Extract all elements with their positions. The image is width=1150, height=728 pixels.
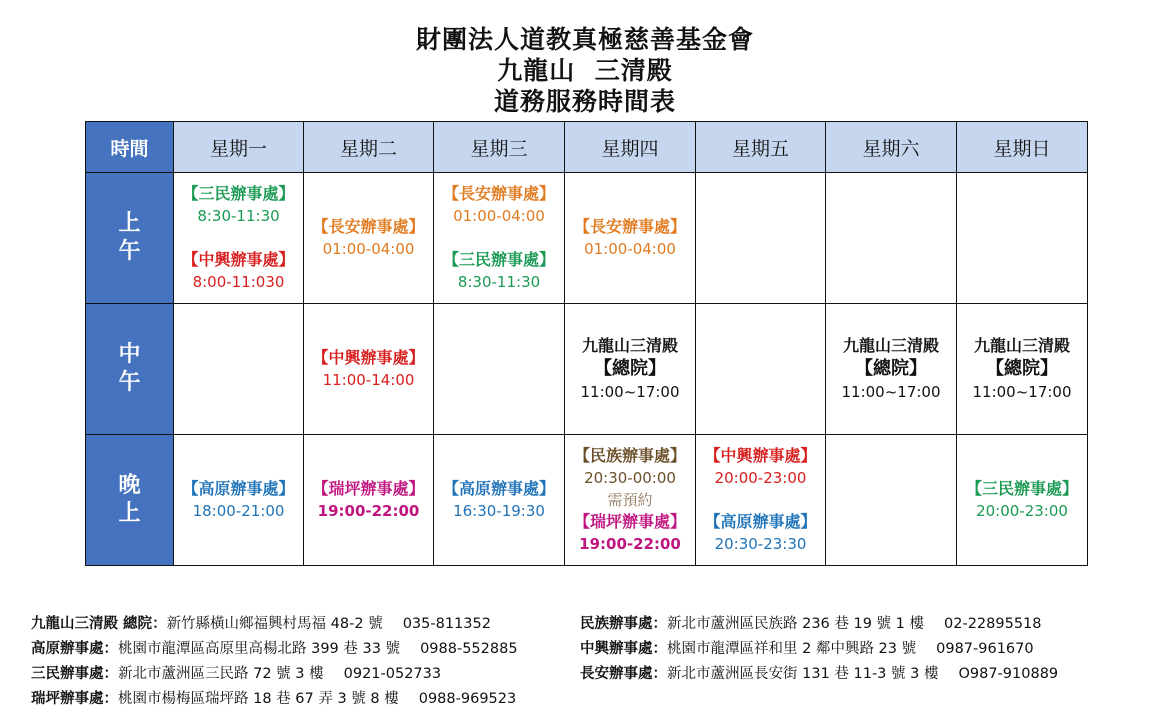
office-label: 中興辦事處 <box>580 641 653 657</box>
service-time: 19:00-22:00 <box>579 535 681 553</box>
service-time: 11:00~17:00 <box>580 383 680 401</box>
contact-line <box>580 662 1058 687</box>
contact-line <box>580 612 1058 637</box>
office-name: 【中興辦事處】 <box>704 446 817 465</box>
schedule-cell <box>696 173 826 304</box>
office-label: 高原辦事處 <box>31 641 104 657</box>
office-label: 長安辦事處 <box>580 666 653 682</box>
schedule-cell <box>434 173 565 304</box>
row-label: 中 午 <box>86 304 174 435</box>
hq-name: 九龍山三清殿 <box>842 336 939 355</box>
office-address: 新北市蘆洲區民族路 236 巷 19 號 1 樓 <box>667 616 925 632</box>
hq-tag: 【總院】 <box>594 358 666 379</box>
schedule-cell <box>696 435 826 566</box>
schedule-cell <box>826 173 957 304</box>
day-header: 星期五 <box>696 122 826 173</box>
service-time: 20:30-00:00 <box>584 469 676 487</box>
office-address: 新北市蘆洲區三民路 72 號 3 樓 <box>118 666 324 682</box>
office-label: 三民辦事處 <box>31 666 104 682</box>
service-time: 01:00-04:00 <box>322 240 415 258</box>
office-name: 【三民辦事處】 <box>442 250 555 269</box>
service-time: 19:00-22:00 <box>317 502 420 520</box>
schedule-cell <box>957 435 1088 566</box>
service-time: 8:00-11:030 <box>192 273 285 291</box>
office-address: 桃園市楊梅區瑞坪路 18 巷 67 弄 3 號 8 樓 <box>118 691 399 707</box>
office-phone: O987-910889 <box>958 666 1059 682</box>
day-header: 星期二 <box>304 122 434 173</box>
header-row <box>86 122 1088 173</box>
separator: ： <box>103 666 118 682</box>
office-name: 【瑞坪辦事處】 <box>312 479 425 498</box>
hq-name: 九龍山三清殿 <box>973 336 1070 355</box>
office-phone: 0987-961670 <box>936 641 1034 657</box>
contact-line <box>31 612 518 637</box>
separator: ： <box>152 616 167 632</box>
schedule-body <box>86 173 1088 566</box>
hq-tag: 【總院】 <box>855 358 927 379</box>
time-header: 時間 <box>86 122 174 173</box>
schedule-cell <box>174 304 304 435</box>
schedule-cell <box>957 173 1088 304</box>
schedule-cell <box>565 435 696 566</box>
day-header: 星期三 <box>434 122 565 173</box>
office-name: 【中興辦事處】 <box>312 348 425 367</box>
day-header: 星期一 <box>174 122 304 173</box>
contact-line <box>31 637 518 662</box>
schedule-cell <box>304 435 434 566</box>
separator: ： <box>652 641 667 657</box>
schedule-cell <box>826 435 957 566</box>
row-label: 晚 上 <box>86 435 174 566</box>
schedule-cell <box>957 304 1088 435</box>
office-name: 【高原辦事處】 <box>704 512 817 531</box>
service-time: 01:00-04:00 <box>584 240 676 258</box>
schedule-cell <box>174 173 304 304</box>
separator: ： <box>103 641 118 657</box>
service-time: 20:00-23:00 <box>976 502 1068 520</box>
service-time: 16:30-19:30 <box>453 502 545 520</box>
schedule-table <box>85 121 1088 566</box>
office-name: 【瑞坪辦事處】 <box>573 512 686 531</box>
office-label: 民族辦事處 <box>580 616 653 632</box>
service-time: 01:00-04:00 <box>453 207 545 225</box>
office-address: 新北市蘆洲區長安街 131 巷 11-3 號 3 樓 <box>667 666 939 682</box>
row-morning <box>86 173 1088 304</box>
office-label: 瑞坪辦事處 <box>31 691 104 707</box>
office-name: 【三民辦事處】 <box>965 479 1078 498</box>
office-phone: 0988-969523 <box>418 691 517 707</box>
office-name: 【三民辦事處】 <box>182 184 295 203</box>
office-name: 【長安辦事處】 <box>312 217 425 236</box>
office-phone: 0921-052733 <box>343 666 442 682</box>
service-time: 20:30-23:30 <box>714 535 807 553</box>
office-name: 【民族辦事處】 <box>573 446 686 465</box>
service-time: 8:30-11:30 <box>457 273 541 291</box>
schedule-cell <box>434 304 565 435</box>
separator: ： <box>652 666 667 682</box>
contact-line <box>580 637 1058 662</box>
appointment-note: 需預約 <box>607 491 653 509</box>
day-header: 星期六 <box>826 122 957 173</box>
office-phone: 02-22895518 <box>944 616 1042 632</box>
office-label: 九龍山三清殿 總院 <box>31 616 153 632</box>
contact-line <box>31 687 518 712</box>
contact-line <box>31 662 518 687</box>
schedule-cell <box>565 173 696 304</box>
hq-tag: 【總院】 <box>986 358 1058 379</box>
schedule-cell <box>304 304 434 435</box>
office-phone: 035-811352 <box>402 616 491 632</box>
office-phone: 0988-552885 <box>420 641 518 657</box>
office-name: 【長安辦事處】 <box>573 217 686 236</box>
service-time: 20:00-23:00 <box>714 469 807 487</box>
foundation-title: 財團法人道教真極慈善基金會 <box>415 25 754 54</box>
title-block <box>0 24 1150 117</box>
office-name: 【長安辦事處】 <box>442 184 555 203</box>
service-time: 11:00~17:00 <box>841 383 941 401</box>
service-time: 8:30-11:30 <box>197 207 280 225</box>
office-name: 【高原辦事處】 <box>182 479 295 498</box>
separator: ： <box>103 691 118 707</box>
schedule-cell <box>565 304 696 435</box>
footer-right-contacts <box>580 612 1058 687</box>
service-time: 11:00~17:00 <box>972 383 1072 401</box>
service-time: 11:00-14:00 <box>322 371 415 389</box>
schedule-cell <box>826 304 957 435</box>
schedule-cell <box>174 435 304 566</box>
row-noon <box>86 304 1088 435</box>
office-name: 【高原辦事處】 <box>442 479 555 498</box>
office-address: 桃園市龍潭區高原里高楊北路 399 巷 33 號 <box>118 641 401 657</box>
day-header: 星期日 <box>957 122 1088 173</box>
service-time: 18:00-21:00 <box>192 502 285 520</box>
hq-name: 九龍山三清殿 <box>581 336 678 355</box>
office-address: 桃園市龍潭區祥和里 2 鄰中興路 23 號 <box>667 641 917 657</box>
office-name: 【中興辦事處】 <box>182 250 295 269</box>
temple-title: 九龍山 三清殿 <box>497 56 673 85</box>
row-evening <box>86 435 1088 566</box>
row-label: 上 午 <box>86 173 174 304</box>
footer-left-contacts <box>31 612 518 712</box>
schedule-cell <box>434 435 565 566</box>
separator: ： <box>652 616 667 632</box>
day-header: 星期四 <box>565 122 696 173</box>
schedule-cell <box>304 173 434 304</box>
office-address: 新竹縣橫山鄉福興村馬福 48-2 號 <box>166 616 383 632</box>
schedule-title: 道務服務時間表 <box>493 87 676 116</box>
schedule-cell <box>696 304 826 435</box>
